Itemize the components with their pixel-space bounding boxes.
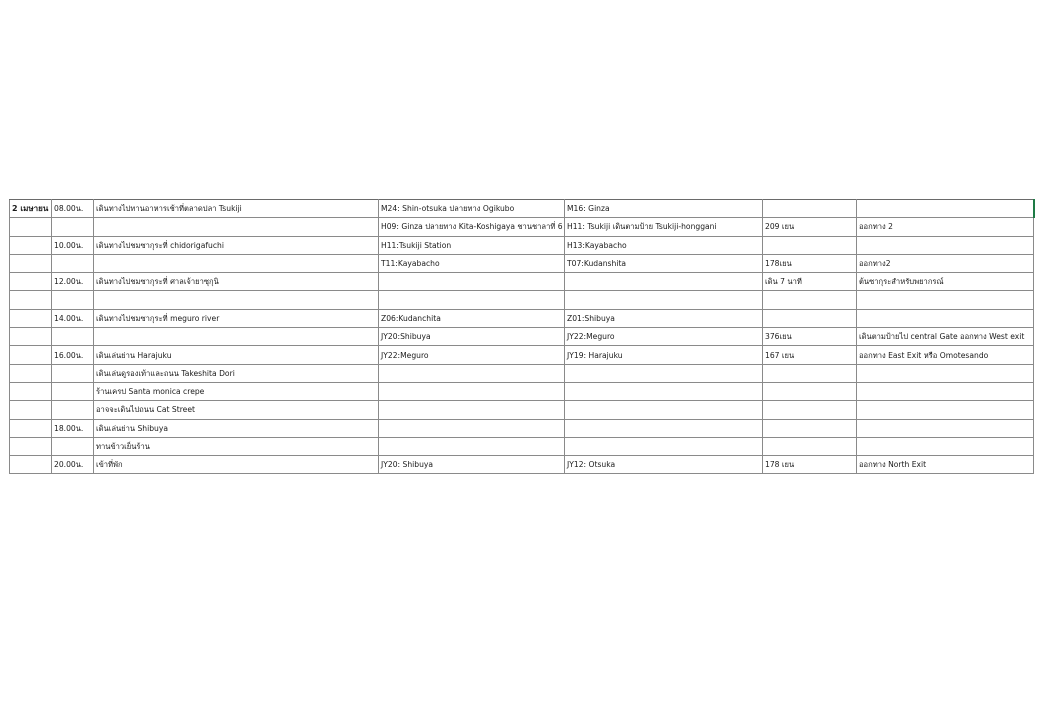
- itinerary-table: [9, 199, 1035, 474]
- activity-cell[interactable]: ร้านเครป Santa monica crepe: [94, 382, 379, 400]
- note-cell[interactable]: [857, 437, 1034, 455]
- note-cell[interactable]: [857, 401, 1034, 419]
- to-station-cell[interactable]: Z01:Shibuya: [565, 309, 763, 327]
- date-cell[interactable]: [10, 254, 52, 272]
- note-cell[interactable]: [857, 291, 1034, 309]
- note-cell[interactable]: [857, 236, 1034, 254]
- fare-cell[interactable]: 209 เยน: [763, 218, 857, 236]
- time-cell[interactable]: [52, 401, 94, 419]
- time-cell[interactable]: [52, 291, 94, 309]
- from-station-cell[interactable]: T11:Kayabacho: [379, 254, 565, 272]
- date-cell[interactable]: [10, 437, 52, 455]
- fare-cell[interactable]: [763, 200, 857, 218]
- date-cell[interactable]: [10, 401, 52, 419]
- note-cell[interactable]: [857, 364, 1034, 382]
- time-cell[interactable]: 14.00น.: [52, 309, 94, 327]
- to-station-cell[interactable]: T07:Kudanshita: [565, 254, 763, 272]
- time-cell[interactable]: [52, 254, 94, 272]
- table-row: [10, 364, 1034, 382]
- date-cell[interactable]: [10, 328, 52, 346]
- from-station-cell[interactable]: H11:Tsukiji Station: [379, 236, 565, 254]
- fare-cell[interactable]: [763, 309, 857, 327]
- note-cell[interactable]: ออกทาง 2: [857, 218, 1034, 236]
- activity-cell[interactable]: [94, 328, 379, 346]
- table-row: [10, 382, 1034, 400]
- from-station-cell[interactable]: [379, 401, 565, 419]
- activity-cell[interactable]: เข้าที่พัก: [94, 456, 379, 474]
- table-row: [10, 200, 1034, 218]
- activity-cell[interactable]: [94, 254, 379, 272]
- itinerary-table-body: [10, 200, 1034, 474]
- from-station-cell[interactable]: JY22:Meguro: [379, 346, 565, 364]
- fare-cell[interactable]: [763, 364, 857, 382]
- activity-cell[interactable]: อาจจะเดินไปถนน Cat Street: [94, 401, 379, 419]
- to-station-cell[interactable]: [565, 401, 763, 419]
- note-cell[interactable]: [857, 309, 1034, 327]
- time-cell[interactable]: [52, 437, 94, 455]
- fare-cell[interactable]: [763, 382, 857, 400]
- activity-cell[interactable]: เดินเล่นดูรองเท้าและถนน Takeshita Dori: [94, 364, 379, 382]
- from-station-cell[interactable]: JY20:Shibuya: [379, 328, 565, 346]
- time-cell[interactable]: 08.00น.: [52, 200, 94, 218]
- time-cell[interactable]: 16.00น.: [52, 346, 94, 364]
- to-station-cell[interactable]: [565, 364, 763, 382]
- activity-cell[interactable]: เดินเล่นย่าน Shibuya: [94, 419, 379, 437]
- to-station-cell[interactable]: JY19: Harajuku: [565, 346, 763, 364]
- time-cell[interactable]: 20.00น.: [52, 456, 94, 474]
- to-station-cell[interactable]: [565, 291, 763, 309]
- table-row: [10, 328, 1034, 346]
- from-station-cell[interactable]: [379, 419, 565, 437]
- date-cell[interactable]: [10, 419, 52, 437]
- date-cell[interactable]: [10, 309, 52, 327]
- note-cell[interactable]: [857, 419, 1034, 437]
- to-station-cell[interactable]: [565, 437, 763, 455]
- fare-cell[interactable]: 167 เยน: [763, 346, 857, 364]
- activity-cell[interactable]: [94, 291, 379, 309]
- fare-cell[interactable]: 178เยน: [763, 254, 857, 272]
- from-station-cell[interactable]: [379, 364, 565, 382]
- to-station-cell[interactable]: [565, 419, 763, 437]
- time-cell[interactable]: [52, 218, 94, 236]
- table-row: [10, 291, 1034, 309]
- table-row: [10, 437, 1034, 455]
- note-cell[interactable]: [857, 382, 1034, 400]
- to-station-cell[interactable]: JY12: Otsuka: [565, 456, 763, 474]
- date-cell[interactable]: [10, 364, 52, 382]
- from-station-cell[interactable]: M24: Shin-otsuka ปลายทาง Ogikubo: [379, 200, 565, 218]
- activity-cell[interactable]: เดินทางไปชมซากุระที่ meguro river: [94, 309, 379, 327]
- fare-cell[interactable]: [763, 236, 857, 254]
- date-cell[interactable]: [10, 236, 52, 254]
- table-row: [10, 254, 1034, 272]
- table-row: [10, 401, 1034, 419]
- note-cell[interactable]: ออกทาง2: [857, 254, 1034, 272]
- date-cell[interactable]: [10, 291, 52, 309]
- fare-cell[interactable]: 376เยน: [763, 328, 857, 346]
- to-station-cell[interactable]: H11: Tsukiji เดินตามป้าย Tsukiji-honggani: [565, 218, 763, 236]
- table-row: [10, 346, 1034, 364]
- activity-cell[interactable]: ทานข้าวเย็นร้าน: [94, 437, 379, 455]
- time-cell[interactable]: 12.00น.: [52, 273, 94, 291]
- date-cell[interactable]: [10, 456, 52, 474]
- from-station-cell[interactable]: [379, 437, 565, 455]
- table-row: [10, 419, 1034, 437]
- from-station-cell[interactable]: [379, 273, 565, 291]
- table-row: [10, 273, 1034, 291]
- activity-cell[interactable]: เดินเล่นย่าน Harajuku: [94, 346, 379, 364]
- note-cell[interactable]: [857, 200, 1034, 218]
- date-cell[interactable]: [10, 273, 52, 291]
- fare-cell[interactable]: [763, 419, 857, 437]
- note-cell[interactable]: ออกทาง North Exit: [857, 456, 1034, 474]
- from-station-cell[interactable]: [379, 382, 565, 400]
- time-cell[interactable]: [52, 382, 94, 400]
- to-station-cell[interactable]: H13:Kayabacho: [565, 236, 763, 254]
- date-cell[interactable]: [10, 382, 52, 400]
- fare-cell[interactable]: [763, 291, 857, 309]
- to-station-cell[interactable]: [565, 382, 763, 400]
- table-row: [10, 456, 1034, 474]
- table-row: [10, 236, 1034, 254]
- table-row: [10, 218, 1034, 236]
- note-cell[interactable]: เดินตามป้ายไป central Gate ออกทาง West exit: [857, 328, 1034, 346]
- activity-cell[interactable]: เดินทางไปทานอาหารเช้าที่ตลาดปลา Tsukiji: [94, 200, 379, 218]
- fare-cell[interactable]: เดิน 7 นาที: [763, 273, 857, 291]
- time-cell[interactable]: 18.00น.: [52, 419, 94, 437]
- activity-cell[interactable]: เดินทางไปชมซากุระที่ ศาลเจ้ายาซุกุนิ: [94, 273, 379, 291]
- activity-cell[interactable]: เดินทางไปชมซากุระที่ chidorigafuchi: [94, 236, 379, 254]
- note-cell[interactable]: ต้นซากุระสำหรับพยากรณ์: [857, 273, 1034, 291]
- date-cell[interactable]: [10, 346, 52, 364]
- fare-cell[interactable]: 178 เยน: [763, 456, 857, 474]
- to-station-cell[interactable]: [565, 273, 763, 291]
- from-station-cell[interactable]: JY20: Shibuya: [379, 456, 565, 474]
- from-station-cell[interactable]: [379, 291, 565, 309]
- activity-cell[interactable]: [94, 218, 379, 236]
- date-cell[interactable]: 2 เมษายน: [10, 200, 52, 218]
- time-cell[interactable]: [52, 364, 94, 382]
- date-cell[interactable]: [10, 218, 52, 236]
- from-station-cell[interactable]: H09: Ginza ปลายทาง Kita-Koshigaya ชานชาลาที่ 6: [379, 218, 565, 236]
- time-cell[interactable]: 10.00น.: [52, 236, 94, 254]
- fare-cell[interactable]: [763, 437, 857, 455]
- fare-cell[interactable]: [763, 401, 857, 419]
- from-station-cell[interactable]: Z06:Kudanchita: [379, 309, 565, 327]
- to-station-cell[interactable]: JY22:Meguro: [565, 328, 763, 346]
- note-cell[interactable]: ออกทาง East Exit หรือ Omotesando: [857, 346, 1034, 364]
- time-cell[interactable]: [52, 328, 94, 346]
- table-row: [10, 309, 1034, 327]
- to-station-cell[interactable]: M16: Ginza: [565, 200, 763, 218]
